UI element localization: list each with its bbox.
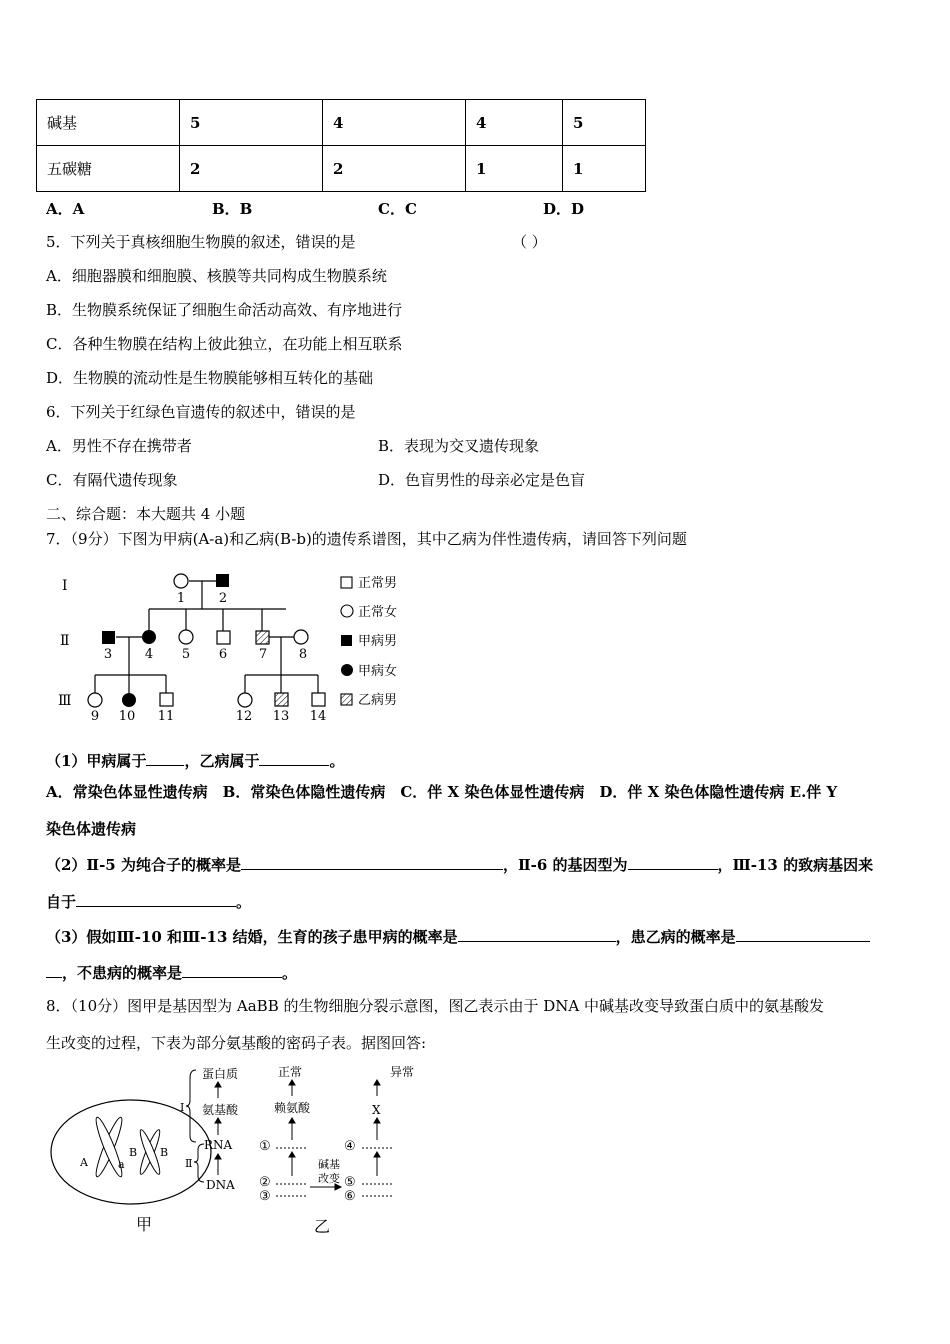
individual-number: 10	[118, 709, 136, 724]
circled-number: ①	[259, 1139, 271, 1154]
q7-part2-text: ，Ⅱ-6 的基因型为	[502, 856, 628, 874]
allele-label: a	[118, 1158, 125, 1171]
q4-option-b[interactable]: B．B	[212, 200, 253, 218]
level-label: RNA	[204, 1138, 233, 1152]
legend-disease-a-female-icon	[341, 664, 353, 676]
pedigree-chart	[50, 565, 420, 730]
level-label: 氨基酸	[202, 1103, 239, 1117]
q5-option-a[interactable]: A．细胞器膜和细胞膜、核膜等共同构成生物膜系统	[46, 267, 387, 285]
circled-number: ⑤	[344, 1175, 356, 1190]
individual-7	[256, 631, 269, 644]
q7-part1-text: （1）甲病属于	[46, 752, 147, 770]
q6-option-a[interactable]: A．男性不存在携带者	[46, 437, 192, 455]
q7-part2-text: （2）Ⅱ-5 为纯合子的概率是	[46, 856, 241, 874]
individual-3	[102, 631, 115, 644]
circled-number: ②	[259, 1175, 271, 1190]
table-cell: 2	[323, 146, 466, 192]
individual-8	[294, 630, 308, 644]
individual-number: 1	[176, 591, 186, 606]
normal-label: 正常	[278, 1065, 303, 1079]
individual-number: 4	[144, 647, 154, 662]
q7-stem: 7．（9分）下图为甲病(A-a)和乙病(B-b)的遗传系谱图，其中乙病为伴性遗传病，请回答下列问题	[46, 530, 687, 548]
q5-answer-paren: （ ）	[512, 233, 547, 251]
individual-number: 13	[272, 709, 290, 724]
answer-blank[interactable]	[76, 890, 236, 907]
table-cell: 1	[466, 146, 563, 192]
table-row	[37, 146, 646, 192]
q8-stem-line2: 生改变的过程，下表为部分氨基酸的密码子表。据图回答:	[46, 1034, 427, 1052]
individual-14	[312, 693, 325, 706]
table-cell: 5	[563, 100, 646, 146]
legend-label: 乙病男	[358, 693, 398, 708]
figure-jia-label: 甲	[136, 1215, 153, 1234]
q5-stem: 5．下列关于真核细胞生物膜的叙述，错误的是	[46, 233, 356, 251]
table-row	[37, 100, 646, 146]
answer-blank[interactable]	[46, 961, 62, 978]
individual-13	[275, 693, 288, 706]
answer-blank[interactable]	[458, 925, 616, 942]
individual-12	[238, 693, 252, 707]
q6-stem: 6．下列关于红绿色盲遗传的叙述中，错误的是	[46, 403, 356, 421]
change-label: 碱基	[318, 1158, 340, 1171]
q7-part3-text: ，患乙病的概率是	[615, 928, 736, 946]
generation-label: Ⅱ	[60, 633, 70, 649]
circled-number: ⑥	[344, 1189, 356, 1204]
individual-10	[122, 693, 136, 707]
individual-9	[88, 693, 102, 707]
answer-blank[interactable]	[146, 749, 184, 766]
q7-part1-text: 。	[329, 752, 345, 770]
table-cell: 4	[466, 100, 563, 146]
legend-disease-b-male-icon	[341, 694, 352, 705]
q6-option-c[interactable]: C．有隔代遗传现象	[46, 471, 178, 489]
row-label: 碱基	[37, 100, 180, 146]
change-label: 改变	[318, 1172, 340, 1185]
allele-label: B	[129, 1146, 138, 1159]
generation-label: Ⅰ	[62, 578, 68, 594]
generation-label: Ⅲ	[58, 693, 72, 709]
q7-options-line2: 染色体遗传病	[46, 820, 137, 838]
answer-blank[interactable]	[241, 853, 503, 870]
circled-number: ③	[259, 1189, 271, 1204]
level-label: 蛋白质	[202, 1067, 239, 1081]
row-label: 五碳糖	[37, 146, 180, 192]
q4-option-d[interactable]: D．D	[543, 200, 585, 218]
q7-part2-text: 。	[236, 893, 252, 911]
allele-label: A	[80, 1156, 88, 1169]
individual-number: 5	[181, 647, 191, 662]
q7-part3-text: （3）假如Ⅲ-10 和Ⅲ-13 结婚，生育的孩子患甲病的概率是	[46, 928, 458, 946]
level-label: DNA	[206, 1178, 235, 1192]
q7-part1	[46, 749, 344, 771]
stage-label: Ⅰ	[180, 1101, 185, 1114]
answer-blank[interactable]	[736, 925, 870, 942]
individual-number: 7	[258, 647, 268, 662]
table-cell: 1	[563, 146, 646, 192]
legend-disease-a-male-icon	[341, 635, 352, 646]
abnormal-label: 异常	[389, 1065, 414, 1079]
individual-number: 9	[90, 709, 100, 724]
q8-stem-line1: 8．（10分）图甲是基因型为 AaBB 的生物细胞分裂示意图，图乙表示由于 DNA 中碱基改变导致蛋白质中的氨基酸发	[46, 997, 825, 1015]
answer-blank[interactable]	[628, 853, 718, 870]
q5-option-b[interactable]: B．生物膜系统保证了细胞生命活动高效、有序地进行	[46, 301, 403, 319]
figure-yi-label: 乙	[314, 1217, 331, 1236]
q4-option-c[interactable]: C．C	[378, 200, 417, 218]
q7-part1-text: ，乙病属于	[184, 752, 260, 770]
legend-normal-female-icon	[341, 605, 353, 617]
individual-6	[217, 631, 230, 644]
individual-number: 12	[235, 709, 253, 724]
table-cell: 2	[180, 146, 323, 192]
section-heading: 二、综合题：本大题共 4 小题	[46, 505, 246, 523]
legend-label: 正常女	[358, 605, 398, 620]
answer-blank[interactable]	[259, 749, 329, 766]
q5-option-d[interactable]: D．生物膜的流动性是生物膜能够相互转化的基础	[46, 369, 374, 387]
q7-options-line1: A．常染色体显性遗传病 B．常染色体隐性遗传病 C．伴 X 染色体显性遗传病 D．伴 X 染色体隐性遗传病 E.伴 Y	[46, 783, 838, 801]
individual-number: 8	[298, 647, 308, 662]
individual-4	[142, 630, 156, 644]
individual-11	[160, 693, 173, 706]
q7-part3	[46, 925, 870, 947]
table-cell: 5	[180, 100, 323, 146]
q6-option-b[interactable]: B．表现为交叉遗传现象	[378, 437, 540, 455]
legend-label: 甲病男	[358, 634, 398, 649]
q7-part2-text: 自于	[46, 893, 77, 911]
individual-number: 14	[309, 709, 327, 724]
table-cell: 4	[323, 100, 466, 146]
allele-label: B	[160, 1146, 169, 1159]
q5-option-c[interactable]: C．各种生物膜在结构上彼此独立，在功能上相互联系	[46, 335, 403, 353]
individual-5	[179, 630, 193, 644]
q7-part3-cont	[46, 961, 297, 983]
q7-part3-text: ，不患病的概率是	[62, 964, 183, 982]
legend-label: 甲病女	[358, 664, 398, 679]
individual-number: 3	[103, 647, 113, 662]
base-sugar-table	[36, 99, 646, 192]
legend-label: 正常男	[358, 576, 398, 591]
individual-number: 6	[218, 647, 228, 662]
answer-blank[interactable]	[182, 961, 282, 978]
q7-part2	[46, 853, 873, 875]
q7-part2-text: ，Ⅲ-13 的致病基因来	[717, 856, 874, 874]
individual-1	[174, 574, 188, 588]
individual-number: 2	[218, 591, 228, 606]
legend-normal-male-icon	[341, 577, 352, 588]
q6-option-d[interactable]: D．色盲男性的母亲必定是色盲	[378, 471, 586, 489]
lysine-label: 赖氨酸	[274, 1101, 311, 1115]
q7-part2-cont	[46, 890, 251, 912]
circled-number: ④	[344, 1139, 356, 1154]
individual-2	[216, 574, 229, 587]
q8-figure	[46, 1062, 416, 1242]
q4-option-a[interactable]: A．A	[46, 200, 85, 218]
x-label: X	[372, 1103, 381, 1117]
stage-label: Ⅱ	[185, 1157, 193, 1170]
q7-part3-text: 。	[282, 964, 298, 982]
individual-number: 11	[157, 709, 175, 724]
